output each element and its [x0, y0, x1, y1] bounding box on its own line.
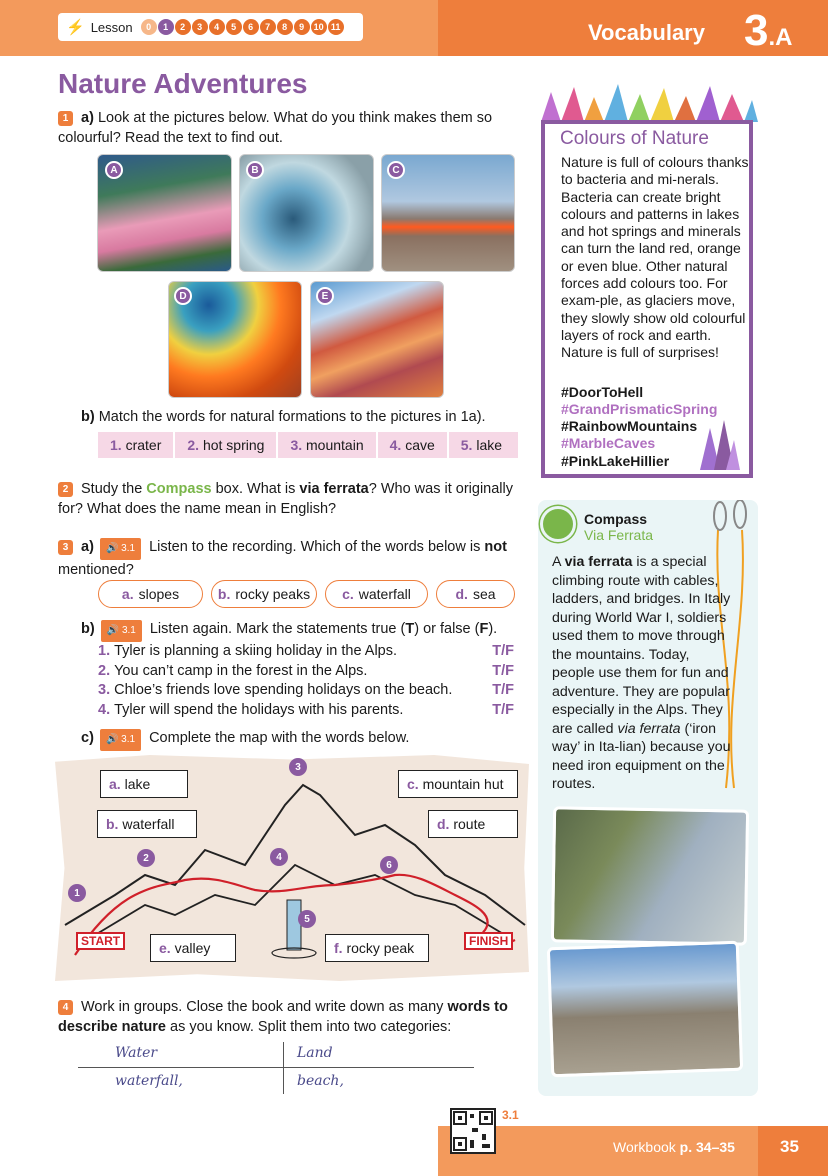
compass-subtitle: Via Ferrata	[584, 527, 653, 543]
lesson-dot[interactable]: 11	[328, 19, 344, 35]
photo-label: E	[316, 287, 334, 305]
compass-text: A via ferrata is a special climbing route with cables, ladders, and bridges. In Italy during World War I, soldiers used them to move through the mountains. Today, people use them for fun and adventure. They are popular especially in the Alps. They are called via ferrata (‘iron way’ in Ita-lian) because you need iron equipment on the routes.	[552, 554, 731, 792]
lesson-dot[interactable]: 10	[311, 19, 327, 35]
word-item: 1. crater	[98, 432, 175, 458]
ex4-instruction: 4 Work in groups. Close the book and write down as many words to describe nature as you know. Split them into two categories:	[58, 999, 508, 1035]
map-pin: 5	[298, 910, 316, 928]
option-d[interactable]: d. sea	[436, 580, 515, 608]
word-item: 5. lake	[460, 437, 503, 453]
option-a[interactable]: a. slopes	[98, 580, 203, 608]
qr-label: 3.1	[502, 1108, 519, 1122]
compass-title: Compass	[584, 511, 648, 527]
lesson-navigator	[58, 13, 363, 41]
lesson-dot[interactable]: 8	[277, 19, 293, 35]
ex1-b-instruction: b) Match the words for natural formations to the pictures in 1a).	[81, 409, 486, 425]
photo-label: B	[246, 161, 264, 179]
hashtag: #PinkLakeHillier	[561, 453, 670, 469]
map-label-lake: a. lake	[100, 770, 188, 798]
photo-label: D	[174, 287, 192, 305]
lesson-dot[interactable]: 9	[294, 19, 310, 35]
section-title: Vocabulary	[588, 20, 705, 45]
lesson-dot[interactable]: 2	[175, 19, 191, 35]
column-land: Land	[297, 1045, 333, 1061]
lesson-label: Lesson	[90, 19, 133, 35]
word-item: 2. hot spring	[175, 432, 278, 458]
qr-pattern	[452, 1110, 494, 1152]
option-c[interactable]: c. waterfall	[325, 580, 428, 608]
sidebox-text: Nature is full of colours thanks to bacteria and mi-nerals. Bacteria can create bright colours and patterns in lakes and hot springs and minerals can turn the land red, orange or even blue. Other natural forces add colours too. For exam-ple, as glaciers move, they slowly show old colourful layers of rock and earth. Nature is full of surprises!	[561, 154, 749, 361]
word-bank	[98, 432, 518, 458]
lightning-icon: ⚡	[66, 19, 85, 36]
map-label-rocky-peak: f. rocky peak	[325, 934, 429, 962]
lesson-dot[interactable]: 6	[243, 19, 259, 35]
lesson-dot[interactable]: 7	[260, 19, 276, 35]
lesson-dot-current[interactable]: 1	[158, 19, 174, 35]
unit-number: 3.A	[744, 6, 793, 55]
ex3-a-instruction: 3 a) 🔊 3.1 Listen to the recording. Which of the words below is not mentioned?	[58, 539, 507, 578]
sidebox-title: Colours of Nature	[560, 128, 709, 149]
ex3-b-instruction: b) 🔊 3.1 Listen again. Mark the statements true (T) or false (F).	[81, 619, 521, 642]
lesson-dot[interactable]: 5	[226, 19, 242, 35]
ex3-c-instruction: c) 🔊 3.1 Complete the map with the words below.	[81, 728, 521, 751]
workbook-reference: Workbook p. 34–35	[613, 1139, 735, 1155]
map-pin: 6	[380, 856, 398, 874]
audio-button[interactable]: 🔊 3.1	[100, 538, 141, 560]
true-false-toggle[interactable]: T/F	[492, 643, 514, 659]
hashtag: #DoorToHell	[561, 384, 644, 400]
map-finish: FINISH	[464, 932, 513, 950]
audio-button[interactable]: 🔊 3.1	[100, 729, 141, 751]
hashtag: #RainbowMountains	[561, 418, 698, 434]
map-label-route: d. route	[428, 810, 518, 838]
map-label-mountain-hut: c. mountain hut	[398, 770, 518, 798]
qr-code-icon[interactable]	[450, 1108, 496, 1154]
photo-via-ferrata	[547, 941, 743, 1078]
map-pin: 2	[137, 849, 155, 867]
audio-button[interactable]: 🔊 3.1	[101, 620, 142, 642]
photo-climber	[551, 806, 749, 945]
lesson-dot[interactable]: 4	[209, 19, 225, 35]
photo-label: A	[105, 161, 123, 179]
ex1-a-instruction: 1 a) Look at the pictures below. What do you think makes them so colourful? Read the text to find out.	[58, 110, 493, 146]
lesson-dots	[141, 19, 344, 35]
word-item: 3. mountain	[278, 432, 377, 458]
lesson-dot[interactable]: 3	[192, 19, 208, 35]
table-divider-h	[78, 1067, 474, 1068]
compass-icon	[540, 506, 576, 542]
entry-land[interactable]: beach,	[297, 1073, 344, 1089]
page-number: 35	[780, 1137, 799, 1156]
page-title: Nature Adventures	[58, 68, 308, 99]
true-false-toggle[interactable]: T/F	[492, 702, 514, 718]
entry-water[interactable]: waterfall,	[115, 1073, 183, 1089]
map-pin: 1	[68, 884, 86, 902]
hashtag: #GrandPrismaticSpring	[561, 401, 718, 417]
map-pin: 3	[289, 758, 307, 776]
true-false-toggle[interactable]: T/F	[492, 682, 514, 698]
table-divider-v	[283, 1042, 284, 1094]
statement: 1. Tyler is planning a skiing holiday in the Alps. T/F	[98, 643, 514, 659]
statement: 3. Chloe’s friends love spending holidays on the beach. T/F	[98, 682, 514, 698]
word-item: 4. cave	[378, 432, 449, 458]
column-water: Water	[115, 1045, 158, 1061]
option-b[interactable]: b. rocky peaks	[211, 580, 317, 608]
map-pin: 4	[270, 848, 288, 866]
hashtag: #MarbleCaves	[561, 435, 656, 451]
map-start: START	[76, 932, 125, 950]
true-false-toggle[interactable]: T/F	[492, 663, 514, 679]
map-label-waterfall: b. waterfall	[97, 810, 197, 838]
statement: 2. You can’t camp in the forest in the Alps. T/F	[98, 663, 514, 679]
photo-label: C	[387, 161, 405, 179]
statement: 4. Tyler will spend the holidays with his parents. T/F	[98, 702, 514, 718]
crystal-icon	[690, 418, 742, 472]
ex2-instruction: 2 Study the Compass box. What is via ferrata? Who was it originally for? What does the name mean in English?	[58, 481, 513, 517]
lesson-dot[interactable]: 0	[141, 19, 157, 35]
map-label-valley: e. valley	[150, 934, 236, 962]
